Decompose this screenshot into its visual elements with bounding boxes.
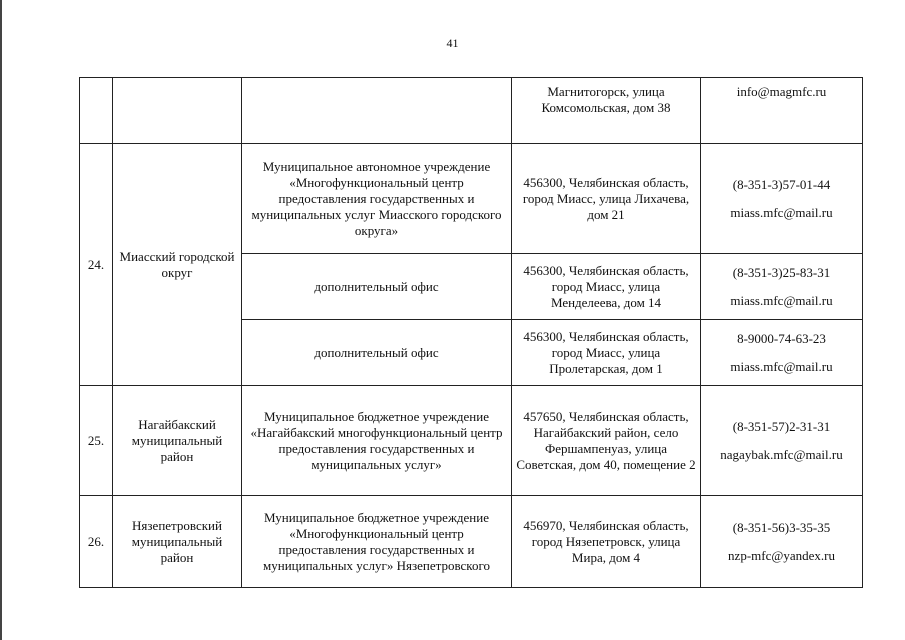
table-row — [80, 386, 863, 496]
phone-text: (8-351-3)25-83-31 — [732, 264, 831, 280]
org-cell: Муниципальное автономное учреждение «Многофункциональный центр предоставления государственных и муниципальных услуг Миасского городского округа» — [242, 144, 512, 254]
org-cell: Муниципальное бюджетное учреждение «Нагайбакский многофункциональный центр предоставления государственных и муниципальных услуг» — [242, 386, 512, 496]
phone-text: (8-351-57)2-31-31 — [732, 418, 831, 434]
email-text: miass.mfc@mail.ru — [730, 292, 833, 308]
phone-text: 8-9000-74-63-23 — [737, 330, 826, 346]
mfc-table — [79, 77, 863, 588]
email-text: nagaybak.mfc@mail.ru — [720, 446, 843, 462]
phone-text: (8-351-56)3-35-35 — [732, 519, 831, 535]
num-cell: 26. — [80, 496, 113, 588]
address-cell: 456970, Челябинская область, город Нязепетровск, улица Мира, дом 4 — [512, 496, 701, 588]
num-cell — [80, 78, 113, 144]
email-text: miass.mfc@mail.ru — [730, 358, 833, 374]
num-cell: 25. — [80, 386, 113, 496]
address-cell: 457650, Челябинская область, Нагайбакский район, село Фершампенуаз, улица Советская, дом 40, помещение 2 — [512, 386, 701, 496]
org-cell — [242, 78, 512, 144]
email-cell: info@magmfc.ru — [701, 78, 863, 144]
num-cell: 24. — [80, 144, 113, 386]
district-cell: Миасский городской округ — [113, 144, 242, 386]
org-cell: Муниципальное бюджетное учреждение «Многофункциональный центр предоставления государственных и муниципальных услуг» Нязепетровского — [242, 496, 512, 588]
contact-cell — [701, 144, 863, 254]
address-cell: 456300, Челябинская область, город Миасс, улица Пролетарская, дом 1 — [512, 320, 701, 386]
org-cell: дополнительный офис — [242, 320, 512, 386]
email-text: nzp-mfc@yandex.ru — [728, 547, 835, 563]
page-edge-line — [0, 0, 2, 640]
org-cell: дополнительный офис — [242, 254, 512, 320]
address-cell: 456300, Челябинская область, город Миасс, улица Лихачева, дом 21 — [512, 144, 701, 254]
table-row — [80, 78, 863, 144]
district-cell: Нагайбакский муниципальный район — [113, 386, 242, 496]
page-number: 41 — [446, 36, 459, 50]
district-cell — [113, 78, 242, 144]
phone-text: (8-351-3)57-01-44 — [732, 176, 831, 192]
district-cell: Нязепетровский муниципальный район — [113, 496, 242, 588]
address-cell: Магнитогорск, улица Комсомольская, дом 38 — [512, 78, 701, 144]
table-row — [80, 496, 863, 588]
contact-cell — [701, 254, 863, 320]
contact-cell — [701, 386, 863, 496]
table-row — [80, 144, 863, 254]
contact-cell — [701, 320, 863, 386]
address-cell: 456300, Челябинская область, город Миасс, улица Менделеева, дом 14 — [512, 254, 701, 320]
email-text: miass.mfc@mail.ru — [730, 204, 833, 220]
contact-cell — [701, 496, 863, 588]
